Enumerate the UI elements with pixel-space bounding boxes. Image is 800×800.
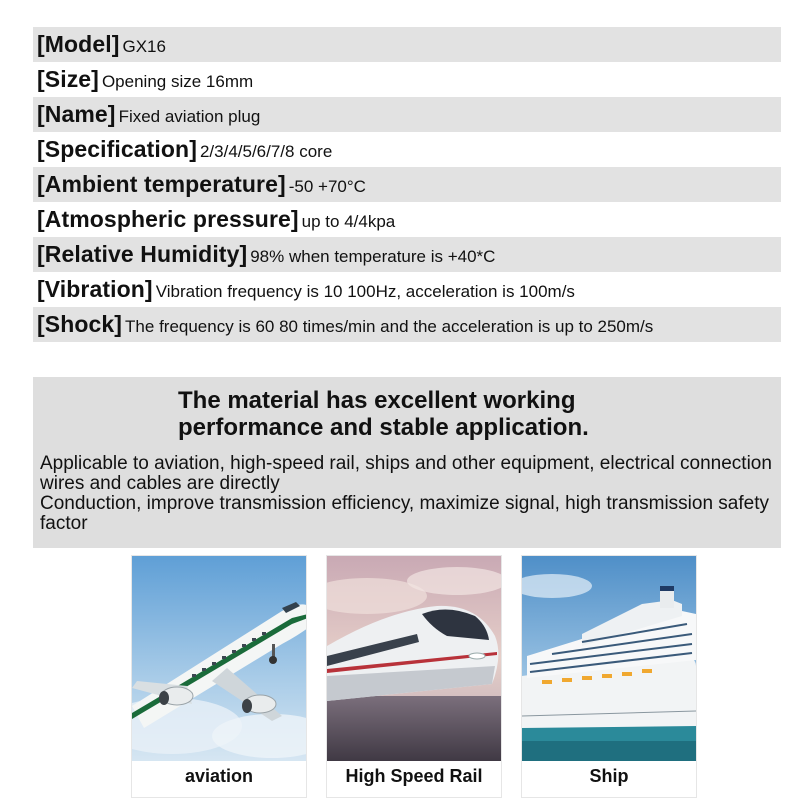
spec-key: [Size] xyxy=(37,66,99,92)
spec-row-specification xyxy=(33,132,781,167)
application-card-ship xyxy=(521,555,697,798)
description-paragraph: Applicable to aviation, high-speed rail, ships and other equipment, electrical connection wires and cables are directly xyxy=(40,453,772,494)
spec-value: up to 4/4kpa xyxy=(301,211,396,231)
spec-value: 2/3/4/5/6/7/8 core xyxy=(199,141,333,161)
spec-value: Fixed aviation plug xyxy=(118,106,261,126)
spec-row-relative-humidity xyxy=(33,237,781,272)
spec-key: [Model] xyxy=(37,31,120,57)
spec-value: The frequency is 60 80 times/min and the acceleration is up to 250m/s xyxy=(125,316,654,336)
spec-key: [Atmospheric pressure] xyxy=(37,206,299,232)
spec-value: 98% when temperature is +40*C xyxy=(250,246,496,266)
spec-key: [Specification] xyxy=(37,136,197,162)
spec-row-vibration xyxy=(33,272,781,307)
description-heading: The material has excellent working performance and stable application. xyxy=(178,387,589,441)
spec-value: -50 +70°C xyxy=(288,176,366,196)
spec-key: [Vibration] xyxy=(37,276,153,302)
application-label: Ship xyxy=(589,766,629,786)
application-label: aviation xyxy=(184,766,254,786)
application-card-aviation xyxy=(131,555,307,798)
application-label: High Speed Rail xyxy=(345,766,483,786)
spec-key: [Ambient temperature] xyxy=(37,171,286,197)
spec-value: Opening size 16mm xyxy=(101,71,254,91)
spec-row-shock xyxy=(33,307,781,342)
spec-row-model xyxy=(33,27,781,62)
spec-value: GX16 xyxy=(122,36,166,56)
spec-row-spacer xyxy=(33,342,781,377)
cruise-ship-photo-icon xyxy=(522,556,696,761)
description-panel xyxy=(33,377,781,548)
application-card-high-speed-rail xyxy=(326,555,502,798)
airplane-photo-icon xyxy=(132,556,306,761)
spec-value: Vibration frequency is 10 100Hz, acceleration is 100m/s xyxy=(155,281,575,301)
spec-table xyxy=(33,27,781,377)
spec-row-name xyxy=(33,97,781,132)
spec-key: [Relative Humidity] xyxy=(37,241,248,267)
spec-row-size xyxy=(33,62,781,97)
spec-key: [Shock] xyxy=(37,311,123,337)
spec-row-ambient-temperature xyxy=(33,167,781,202)
spec-row-atmospheric-pressure xyxy=(33,202,781,237)
description-paragraph: Conduction, improve transmission efficiency, maximize signal, high transmission safety factor xyxy=(40,493,769,534)
spec-key: [Name] xyxy=(37,101,116,127)
bullet-train-photo-icon xyxy=(327,556,501,761)
